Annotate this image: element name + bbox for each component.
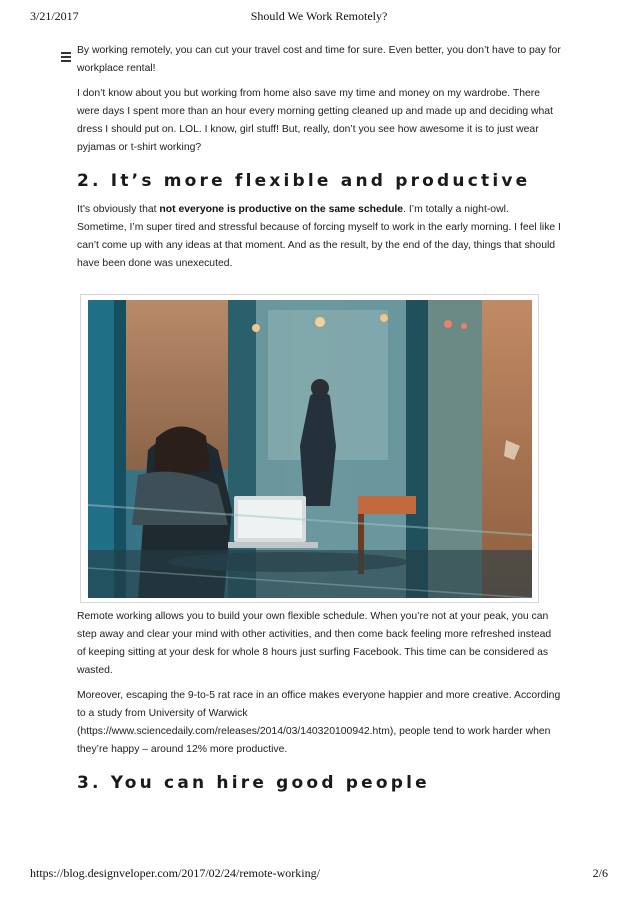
photo-woman-laptop-cafe-icon (88, 300, 532, 598)
schedule-bold-text: not everyone is productive on the same schedule (159, 204, 404, 215)
print-footer (30, 866, 608, 882)
print-header (30, 9, 608, 25)
menu-icon[interactable] (61, 52, 71, 64)
paragraph-flexible-schedule: Remote working allows you to build your own flexible schedule. When you’re not at your peak, you can step away and clear your mind with other activities, and then come back feeling more refreshed instead of keeping sitting at your desk for whole 8 hours just surfing Facebook. This time can be considered as wasted. (77, 611, 552, 676)
paragraph-schedule (77, 201, 561, 273)
article-photo (80, 294, 539, 603)
print-page-title: Should We Work Remotely? (250, 9, 388, 23)
section-heading-flexible: 2. It’s more flexible and productive (77, 171, 531, 191)
print-date: 3/21/2017 (30, 9, 79, 23)
print-url[interactable]: https://blog.designveloper.com/2017/02/24/remote-working/ (30, 866, 320, 880)
paragraph-travel-cost: By working remotely, you can cut your travel cost and time for sure. Even better, you don’t have to pay for workplace rental! (77, 45, 561, 74)
paragraph-happier: Moreover, escaping the 9-to-5 rat race in an office makes everyone happier and more creative. According to a study from University of Warwick (https://www.sciencedaily.com/releases/2014/03/140320100942.htm), people tend to work harder when they’re happy – around 12% more productive. (77, 690, 561, 755)
section-heading-hire: 3. You can hire good people (77, 773, 430, 793)
paragraph-wardrobe: I don’t know about you but working from home also save my time and money on my wardrobe. There were days I spent more than an hour every morning getting cleaned up and made up and deciding what dress I should put on. LOL. I know, girl stuff! But, really, don’t you see how awesome it is to just wear pyjamas or t-shirt working? (77, 88, 553, 153)
page-number: 2/6 (592, 866, 608, 880)
schedule-text-after: . I’m totally a night-owl. Sometime, I’m super tired and stressful because of forcing myself to work in the early morning. I feel like I can’t come up with any ideas at that moment. And as the result, by the end of the day, things that should have been done was unexecuted. (77, 204, 561, 269)
schedule-text-before: It’s obviously that (77, 204, 160, 215)
